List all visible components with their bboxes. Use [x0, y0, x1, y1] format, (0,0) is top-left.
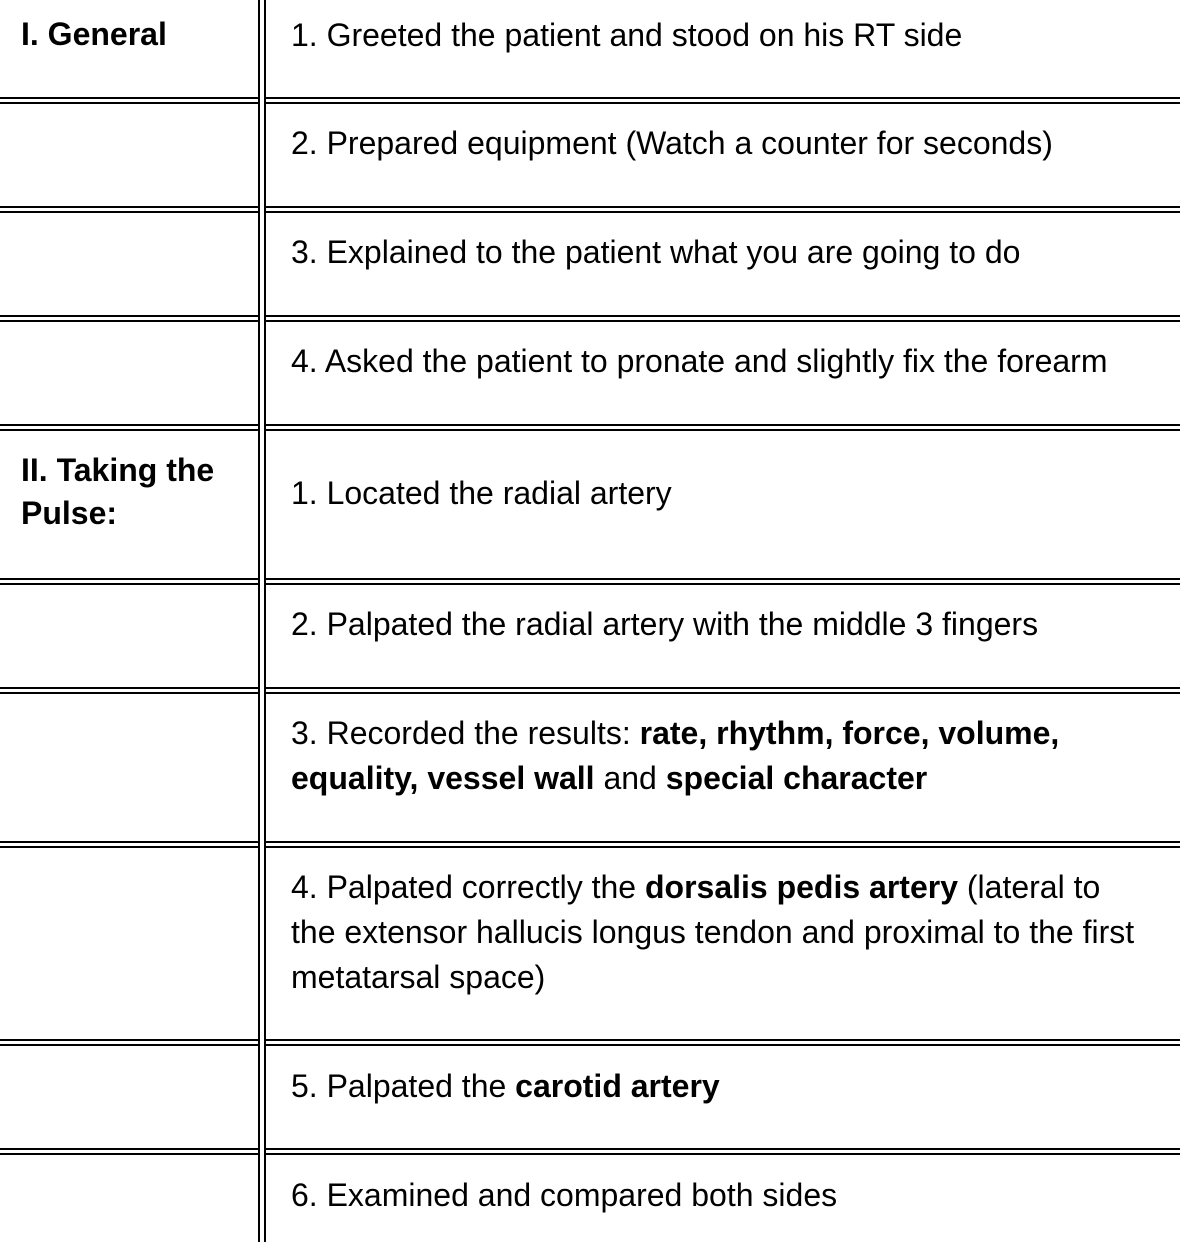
- row-divider: [0, 211, 260, 213]
- step-text-run: 2. Palpated the radial artery with the middle 3 fingers: [291, 606, 1039, 642]
- row-divider: [0, 846, 260, 848]
- emphasis-text: dorsalis pedis artery: [644, 869, 958, 905]
- row-divider: [264, 846, 1180, 848]
- step-text-run: 3. Explained to the patient what you are going to do: [291, 234, 1021, 270]
- step-text: [291, 13, 1180, 58]
- row-divider: [0, 687, 260, 689]
- step-text-run: 6. Examined and compared both sides: [291, 1177, 838, 1213]
- step-text: [291, 339, 1180, 384]
- step-text: [291, 471, 1180, 516]
- row-divider: [264, 102, 1180, 104]
- row-divider: [0, 1044, 260, 1046]
- row-divider: [264, 315, 1180, 317]
- step-text-run: 4. Palpated correctly the: [291, 869, 645, 905]
- row-divider: [264, 429, 1180, 431]
- row-divider: [264, 211, 1180, 213]
- section-heading: II. Taking the Pulse:: [21, 452, 215, 531]
- row-divider: [0, 692, 260, 694]
- column-divider: [258, 0, 260, 1242]
- row-divider: [0, 1148, 260, 1150]
- step-text: [291, 865, 1180, 1000]
- step-text-run: the extensor hallucis longus tendon and proximal to the first: [291, 914, 1135, 950]
- step-text-run: (lateral to: [958, 869, 1101, 905]
- step-text-run: 1. Located the radial artery: [291, 475, 672, 511]
- row-divider: [264, 687, 1180, 689]
- row-divider: [264, 206, 1180, 208]
- emphasis-text: special character: [665, 760, 928, 796]
- row-divider: [264, 578, 1180, 580]
- step-text-run: 5. Palpated the: [291, 1068, 516, 1104]
- row-divider: [0, 315, 260, 317]
- row-divider: [264, 841, 1180, 843]
- row-divider: [0, 583, 260, 585]
- step-text-run: 3. Recorded the results:: [291, 715, 640, 751]
- emphasis-text: rate, rhythm, force, volume,: [639, 715, 1060, 751]
- step-text: [291, 1064, 1180, 1109]
- step-text-run: 1. Greeted the patient and stood on his RT side: [291, 17, 963, 53]
- row-divider: [0, 578, 260, 580]
- row-divider: [264, 320, 1180, 322]
- row-divider: [0, 206, 260, 208]
- row-divider: [264, 424, 1180, 426]
- step-text: [291, 711, 1180, 801]
- row-divider: [264, 1044, 1180, 1046]
- emphasis-text: equality, vessel wall: [291, 760, 595, 796]
- step-text-run: 2. Prepared equipment (Watch a counter for seconds): [291, 125, 1053, 161]
- row-divider: [0, 1153, 260, 1155]
- emphasis-text: carotid artery: [515, 1068, 720, 1104]
- step-text-run: metatarsal space): [291, 959, 546, 995]
- step-text: [291, 1173, 1180, 1218]
- row-divider: [0, 102, 260, 104]
- row-divider: [264, 1148, 1180, 1150]
- row-divider: [0, 97, 260, 99]
- row-divider: [0, 841, 260, 843]
- row-divider: [264, 1153, 1180, 1155]
- row-divider: [0, 424, 260, 426]
- row-divider: [264, 1039, 1180, 1041]
- column-divider: [264, 0, 266, 1242]
- step-text: [291, 121, 1180, 166]
- section-heading: I. General: [21, 16, 167, 52]
- step-text: [291, 230, 1180, 275]
- step-text-run: 4. Asked the patient to pronate and slightly fix the forearm: [291, 343, 1108, 379]
- step-text: [291, 602, 1180, 647]
- row-divider: [264, 97, 1180, 99]
- step-text-run: and: [594, 760, 666, 796]
- row-divider: [0, 429, 260, 431]
- row-divider: [0, 320, 260, 322]
- row-divider: [0, 1039, 260, 1041]
- row-divider: [264, 692, 1180, 694]
- row-divider: [264, 583, 1180, 585]
